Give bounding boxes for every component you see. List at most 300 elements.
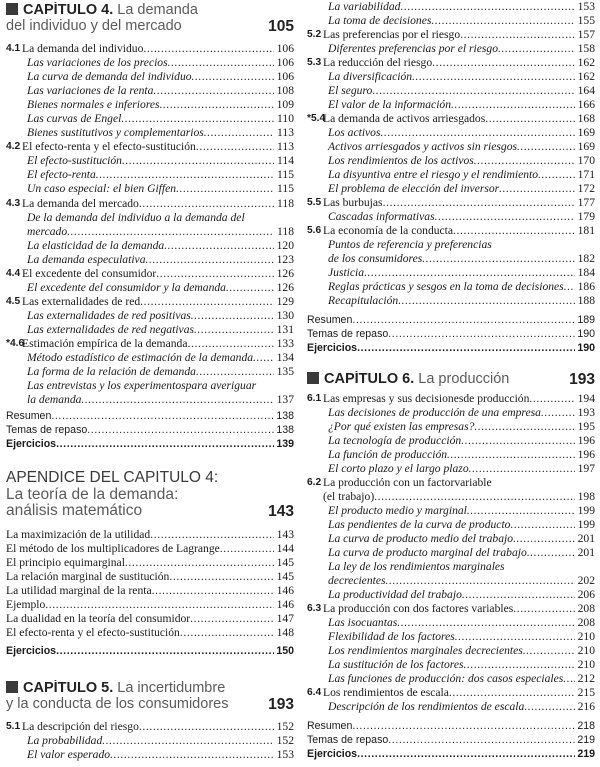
entry-title: La disyuntiva entre el riesgo y el rendimiento [328,168,539,181]
leader-dots [463,658,575,672]
entry-title: La ley de los rendimientos marginales [328,560,505,573]
entry-leader [27,748,274,762]
toc-subsection-entry-la-funcion-de-produccion[interactable] [307,448,595,462]
leader-dots [492,238,575,252]
leader-dots [81,393,274,407]
toc-endmatter-entry-temas-de-repaso[interactable] [6,424,294,438]
toc-subsection-entry-bienes-sustitutivos-y-complementarios[interactable] [6,126,294,140]
entry-leader [328,0,575,14]
entry-leader [27,168,274,182]
entry-leader [328,280,575,294]
toc-endmatter-entry-resumen[interactable] [307,314,595,328]
toc-subsection-entry-cascadas-informativas[interactable] [307,210,595,224]
entry-leader [328,140,575,154]
leader-dots [505,560,575,574]
leader-dots [102,734,274,748]
entry-leader [328,644,575,658]
entry-page-number: 196 [577,434,595,447]
entry-title: Las variaciones de los precios [27,56,168,69]
leader-dots [469,462,575,476]
entry-leader [328,434,575,448]
toc-entry-el-metodo-de-los-multiplicadores-de-lagr[interactable] [6,542,294,556]
entry-leader [328,406,575,420]
entry-title: Las externalidades de red positivas [27,309,191,322]
chapter-title-line-2: del individuo y del mercado [6,18,182,34]
entry-title: Las decisiones de producción de una empresa [328,406,541,419]
toc-subsection-entry-recapitulacion[interactable] [307,294,595,308]
entry-page-number: 130 [276,309,294,322]
section-number: 5.3 [307,57,322,68]
entry-leader [22,720,274,734]
leader-dots [397,616,575,630]
entry-title: El seguro [328,84,373,97]
leader-dots [538,168,575,182]
entry-title: Las funciones de producción: dos casos especiales [328,672,564,685]
section-number: 4.2 [6,141,21,152]
leader-dots [51,410,274,424]
leader-dots [513,532,575,546]
entry-title: ¿Por qué existen las empresas? [328,420,475,433]
entry-leader [328,462,575,476]
entry-leader [323,56,575,70]
toc-subsection-entry-las-decisiones-de-produccion-de-una-empr[interactable] [307,406,595,420]
entry-page-number: 144 [276,542,294,555]
toc-section-entry-la-demanda-de-activos-arriesgados[interactable] [307,112,595,126]
entry-page-number: 106 [276,56,294,69]
entry-page-number: 171 [577,168,595,181]
entry-title: El efecto-sustitución [27,154,122,167]
entry-page-number: 195 [577,420,595,433]
leader-dots [432,56,575,70]
leader-dots [453,224,575,238]
toc-entry-el-efecto-renta-y-el-efecto-sustitucion[interactable] [6,626,294,640]
leader-dots [139,720,274,734]
toc-subsection-entry-justicia[interactable] [307,266,595,280]
entry-title: Resumen [307,720,353,732]
toc-section-entry-las-burbujas[interactable] [307,196,595,210]
entry-leader [307,314,575,328]
toc-subsection-entry-la-demanda-especulativa[interactable] [6,253,294,267]
entry-leader [328,630,575,644]
entry-leader [22,42,274,56]
entry-leader [27,281,274,295]
toc-subsection-entry-metodo-estadistico-de-estimacion-de-la-d[interactable] [6,351,294,365]
entry-leader [27,323,274,337]
entry-leader [27,734,274,748]
entry-title: La tecnología de producción [328,434,462,447]
toc-section-entry-la-reduccion-del-riesgo[interactable] [307,56,595,70]
leader-dots [245,211,274,225]
entry-title: Ejemplo [6,598,46,611]
chapter-heading [6,680,294,712]
toc-endmatter-entry-ejercicios[interactable] [6,438,294,452]
entry-leader [328,210,575,224]
section-number: *4.6 [6,338,25,349]
section-number: 6.2 [307,477,322,488]
entry-title: la demanda [27,393,82,406]
leader-dots [96,168,274,182]
appendix-title-line-2: La teoría de la demanda: [6,486,179,503]
entry-title: La descripción del riesgo [22,720,139,733]
leader-dots [146,253,275,267]
toc-entry-la-relacion-marginal-de-sustitucion[interactable] [6,570,294,584]
entry-leader [328,266,575,280]
leader-dots [451,98,575,112]
entry-page-number: 137 [276,393,294,406]
entry-page-number: 186 [577,280,595,293]
entry-title: La reducción del riesgo [323,56,433,69]
entry-title: La maximización de la utilidad [6,528,151,541]
toc-subsection-entry-las-externalidades-de-red-negativas[interactable] [6,323,294,337]
entry-page-number: 106 [276,42,294,55]
toc-subsection-entry-la-ley-de-los-rendimientos-marginales[interactable] [307,560,595,574]
leader-dots [498,42,575,56]
entry-leader [27,112,274,126]
entry-page-number: 197 [577,462,595,475]
entry-title: La diversificación [328,70,413,83]
entry-title: La forma de la relación de demanda [27,365,196,378]
toc-subsection-entry-las-variaciones-de-la-renta[interactable] [6,84,294,98]
toc-subsection-entry-decrecientes[interactable] [307,574,595,588]
entry-leader [328,252,575,266]
leader-dots [87,424,274,438]
entry-leader [323,224,575,238]
toc-entry-la-maximizacion-de-la-utilidad[interactable] [6,528,294,542]
entry-page-number: 218 [577,720,595,732]
leader-dots [523,644,575,658]
toc-section-entry-estimacion-empirica-de-la-demanda[interactable] [6,337,294,351]
entry-title: Las burbujas [323,196,383,209]
entry-page-number: 129 [276,295,294,308]
entry-title: La probabilidad [27,734,103,747]
entry-leader [328,518,575,532]
toc-subsection-entry-descripcion-de-los-rendimientos-de-escal[interactable] [307,700,595,714]
toc-section-entry-los-rendimientos-de-escala[interactable] [307,686,595,700]
entry-leader [328,84,575,98]
leader-dots [192,70,274,84]
entry-title: El problema de elección del inversor [328,182,500,195]
toc-section-entry-la-demanda-del-individuo[interactable] [6,42,294,56]
toc-endmatter-entry-ejercicios[interactable] [6,645,294,659]
toc-section-entry-el-efecto-renta-y-el-efecto-sustitucion[interactable] [6,140,294,154]
entry-title: Ejercicios [307,342,358,354]
toc-subsection-entry-la-toma-de-decisiones[interactable] [307,14,595,28]
leader-dots [204,126,274,140]
entry-title: Los rendimientos marginales decrecientes [328,644,523,657]
toc-subsection-entry-el-excedente-del-consumidor-y-la-demanda[interactable] [6,281,294,295]
chapter-heading [6,2,294,34]
toc-subsection-entry-los-rendimientos-marginales-decrecientes[interactable] [307,644,595,658]
entry-page-number: 193 [577,406,595,419]
toc-subsection-entry-activos-arriesgados-y-activos-sin-riesgo[interactable] [307,140,595,154]
toc-subsection-entry-reglas-practicas-y-sesgos-en-la-toma-de-[interactable] [307,280,595,294]
entry-title: Reglas prácticas y sesgos en la toma de decisiones [328,280,564,293]
entry-page-number: 157 [577,28,595,41]
toc-entry-ejemplo[interactable] [6,598,294,612]
entry-page-number: 115 [277,168,294,181]
toc-subsection-entry-la-curva-de-producto-medio-del-trabajo[interactable] [307,532,595,546]
toc-section-entry-las-empresas-y-sus-decisionesde-producci[interactable] [307,392,595,406]
entry-title: La producción con dos factores variables [323,602,514,615]
entry-title: Descripción de los rendimientos de escala [328,700,525,713]
toc-subsection-entry-las-funciones-de-produccion-dos-casos-es[interactable] [307,672,595,686]
entry-leader [27,56,274,70]
entry-page-number: 123 [276,253,294,266]
toc-subsection-entry-la-diversificacion[interactable] [307,70,595,84]
leader-dots [513,602,575,616]
leader-dots [56,438,274,452]
entry-title: Recapitulación [328,294,399,307]
leader-dots [455,630,575,644]
entry-title: Ejercicios [6,645,57,657]
entry-title: Los rendimientos de escala [323,686,449,699]
entry-title: Bienes normales e inferiores [27,98,160,111]
entry-title: Flexibilidad de los factores [328,630,455,643]
toc-subsection-entry-las-pendientes-de-la-curva-de-producto[interactable] [307,518,595,532]
toc-section-entry-la-descripcion-del-riesgo[interactable] [6,720,294,734]
toc-subsection-entry-las-externalidades-de-red-positivas[interactable] [6,309,294,323]
entry-title: La utilidad marginal de la renta [6,584,152,597]
toc-subsection-entry-la-sustitucion-de-los-factores[interactable] [307,658,595,672]
entry-leader [323,112,575,126]
entry-page-number: 199 [577,518,595,531]
entry-title: Diferentes preferencias por el riesgo [328,42,499,55]
toc-section-entry-la-produccion-con-un-factorvariable[interactable] [307,476,595,490]
entry-page-number: 215 [577,686,595,699]
entry-leader [6,424,274,438]
entry-page-number: 216 [577,700,595,713]
toc-subsection-entry-la-variabilidad[interactable] [307,0,595,14]
toc-endmatter-entry-ejercicios[interactable] [307,748,595,762]
entry-page-number: 118 [277,225,294,238]
entry-leader [6,438,274,452]
toc-subsection-entry-las-curvas-de-engel[interactable] [6,112,294,126]
entry-page-number: 201 [577,546,595,559]
toc-subsection-entry-la-elasticidad-de-la-demanda[interactable] [6,239,294,253]
entry-leader [27,379,274,393]
leader-dots [357,342,575,356]
toc-subsection-entry-mercado[interactable] [6,225,294,239]
toc-subsection-entry-los-activos[interactable] [307,126,595,140]
entry-title: La producción con un factorvariable [323,476,492,489]
toc-section-entry-las-preferencias-por-el-riesgo[interactable] [307,28,595,42]
appendix-title-line-3: análisis matemático [6,503,143,519]
entry-leader [22,337,274,351]
toc-subsection-entry-el-problema-de-eleccion-del-inversor[interactable] [307,182,595,196]
toc-subsection-entry-el-efecto-sustitucion[interactable] [6,154,294,168]
entry-page-number: 126 [276,281,294,294]
toc-subsection-entry-el-valor-de-la-informacion[interactable] [307,98,595,112]
entry-page-number: 143 [276,528,294,541]
entry-title: mercado [27,225,68,238]
entry-leader [328,574,575,588]
entry-page-number: 182 [577,252,595,265]
leader-dots [143,42,274,56]
entry-page-number: 146 [276,598,294,611]
leader-dots [431,14,575,28]
toc-subsection-entry-de-la-demanda-del-individuo-a-la-demanda[interactable] [6,211,294,225]
entry-title: Puntos de referencia y preferencias [328,238,492,251]
entry-leader [328,98,575,112]
entry-page-number: 155 [577,14,595,27]
entry-leader [328,182,575,196]
entry-page-number: 208 [577,616,595,629]
toc-subsection-entry-las-entrevistas-y-los-experimentospara-a[interactable] [6,379,294,393]
entry-leader [323,490,575,504]
leader-dots [364,266,575,280]
entry-title: (el trabajo) [323,490,375,503]
entry-leader [27,98,274,112]
entry-leader [323,196,575,210]
toc-subsection-entry-la-productividad-del-trabajo[interactable] [307,588,595,602]
entry-title: La curva de demanda del individuo [27,70,192,83]
entry-title: La elasticidad de la demanda [27,239,165,252]
leader-dots [510,518,575,532]
entry-leader [328,126,575,140]
leader-dots [67,225,274,239]
entry-title: Bienes sustitutivos y complementarios [27,126,204,139]
toc-endmatter-entry-ejercicios[interactable] [307,342,595,356]
entry-page-number: 199 [577,504,595,517]
entry-page-number: 219 [577,734,595,746]
toc-subsection-entry-el-corto-plazo-y-el-largo-plazo[interactable] [307,462,595,476]
toc-subsection-entry-la-curva-de-demanda-del-individuo[interactable] [6,70,294,84]
entry-page-number: 169 [577,126,595,139]
toc-subsection-entry-por-que-existen-las-empresas[interactable] [307,420,595,434]
toc-subsection-entry-un-caso-especial-el-bien-giffen[interactable] [6,182,294,196]
leader-dots [564,280,575,294]
entry-page-number: 196 [577,448,595,461]
entry-leader [328,588,575,602]
toc-subsection-entry-la-probabilidad[interactable] [6,734,294,748]
toc-subsection-entry-las-isocuantas[interactable] [307,616,595,630]
toc-section-entry-la-economia-de-la-conducta[interactable] [307,224,595,238]
toc-entry-la-utilidad-marginal-de-la-renta[interactable] [6,584,294,598]
leader-dots [529,392,575,406]
entry-leader [27,182,274,196]
entry-title: Las empresas y sus decisionesde producción [323,392,530,405]
toc-subsection-entry-el-efecto-renta[interactable] [6,168,294,182]
toc-subsection-entry-la-tecnologia-de-produccion[interactable] [307,434,595,448]
entry-title: Las externalidades de red [22,295,141,308]
toc-section-entry-las-externalidades-de-red[interactable] [6,295,294,309]
toc-section-entry-el-trabajo[interactable] [307,490,595,504]
entry-leader [6,570,274,584]
entry-title: El efecto-renta y el efecto-sustitución [22,140,196,153]
entry-leader [307,328,575,342]
entry-page-number: 181 [577,224,595,237]
leader-dots [180,626,274,640]
section-number: *5.4 [307,113,326,124]
toc-entry-la-dualidad-en-la-teoria-del-consumidor[interactable] [6,612,294,626]
entry-page-number: 147 [276,612,294,625]
entry-page-number: 135 [276,365,294,378]
chapter-number: CAPÍTULO 5. [23,680,114,696]
entry-page-number: 172 [577,182,595,195]
entry-page-number: 138 [276,424,294,436]
entry-leader [22,267,274,281]
toc-subsection-entry-la-curva-de-producto-marginal-del-trabaj[interactable] [307,546,595,560]
entry-leader [27,70,274,84]
toc-subsection-entry-diferentes-preferencias-por-el-riesgo[interactable] [307,42,595,56]
chapter-heading-line [307,371,595,387]
entry-page-number: 212 [577,672,595,685]
entry-page-number: 162 [577,56,595,69]
leader-dots [467,504,575,518]
toc-entry-el-principio-equimarginal[interactable] [6,556,294,570]
entry-page-number: 150 [276,645,294,657]
leader-dots [388,328,575,342]
toc-subsection-entry-bienes-normales-e-inferiores[interactable] [6,98,294,112]
toc-section-entry-el-excedente-del-consumidor[interactable] [6,267,294,281]
entry-page-number: 210 [577,658,595,671]
entry-leader [27,365,274,379]
toc-section-entry-la-demanda-del-mercado[interactable] [6,197,294,211]
entry-leader [328,504,575,518]
entry-page-number: 189 [577,314,595,326]
toc-subsection-entry-las-variaciones-de-los-precios[interactable] [6,56,294,70]
toc-subsection-entry-flexibilidad-de-los-factores[interactable] [307,630,595,644]
toc-endmatter-entry-resumen[interactable] [307,720,595,734]
toc-subsection-entry-los-rendimientos-de-los-activos[interactable] [307,154,595,168]
toc-endmatter-entry-temas-de-repaso[interactable] [307,734,595,748]
toc-subsection-entry-puntos-de-referencia-y-preferencias[interactable] [307,238,595,252]
entry-page-number: 106 [276,70,294,83]
entry-leader [27,309,274,323]
entry-page-number: 166 [577,98,595,111]
toc-section-entry-la-produccion-con-dos-factores-variables[interactable] [307,602,595,616]
entry-title: La relación marginal de sustitución [6,570,170,583]
entry-leader [328,168,575,182]
entry-page-number: 210 [577,630,595,643]
leader-dots [374,490,575,504]
leader-dots [461,434,575,448]
entry-page-number: 145 [276,556,294,569]
toc-subsection-entry-el-producto-medio-y-marginal[interactable] [307,504,595,518]
leader-dots [435,210,575,224]
toc-subsection-entry-el-seguro[interactable] [307,84,595,98]
entry-page-number: 114 [277,154,294,167]
entry-leader [328,700,575,714]
section-number: 4.3 [6,198,21,209]
entry-leader [22,197,274,211]
entry-title: Ejercicios [6,438,57,450]
entry-title: Los rendimientos de los activos [328,154,474,167]
toc-subsection-entry-la-disyuntiva-entre-el-riesgo-y-el-rendi[interactable] [307,168,595,182]
toc-subsection-entry-de-los-consumidores[interactable] [307,252,595,266]
toc-endmatter-entry-temas-de-repaso[interactable] [307,328,595,342]
toc-subsection-entry-la-demanda[interactable] [6,393,294,407]
toc-endmatter-entry-resumen[interactable] [6,410,294,424]
leader-dots [474,420,575,434]
chapter-square-icon [307,372,319,384]
appendix-title-line-1: APÉNDICE DEL CAPÍTULO 4: [6,470,219,486]
entry-page-number: 146 [276,584,294,597]
entry-leader [6,598,274,612]
entry-leader [323,392,575,406]
leader-dots [541,406,575,420]
entry-title: Las curvas de Engel [27,112,122,125]
toc-subsection-entry-la-forma-de-la-relacion-de-demanda[interactable] [6,365,294,379]
entry-leader [27,351,274,365]
toc-subsection-entry-el-valor-esperado[interactable] [6,748,294,762]
entry-page-number: 115 [277,182,294,195]
entry-title: La sustitución de los factores [328,658,464,671]
leader-dots [196,365,274,379]
entry-title: El producto medio y marginal [328,504,467,517]
entry-title: de los consumidores [328,252,423,265]
section-number: 4.5 [6,296,21,307]
